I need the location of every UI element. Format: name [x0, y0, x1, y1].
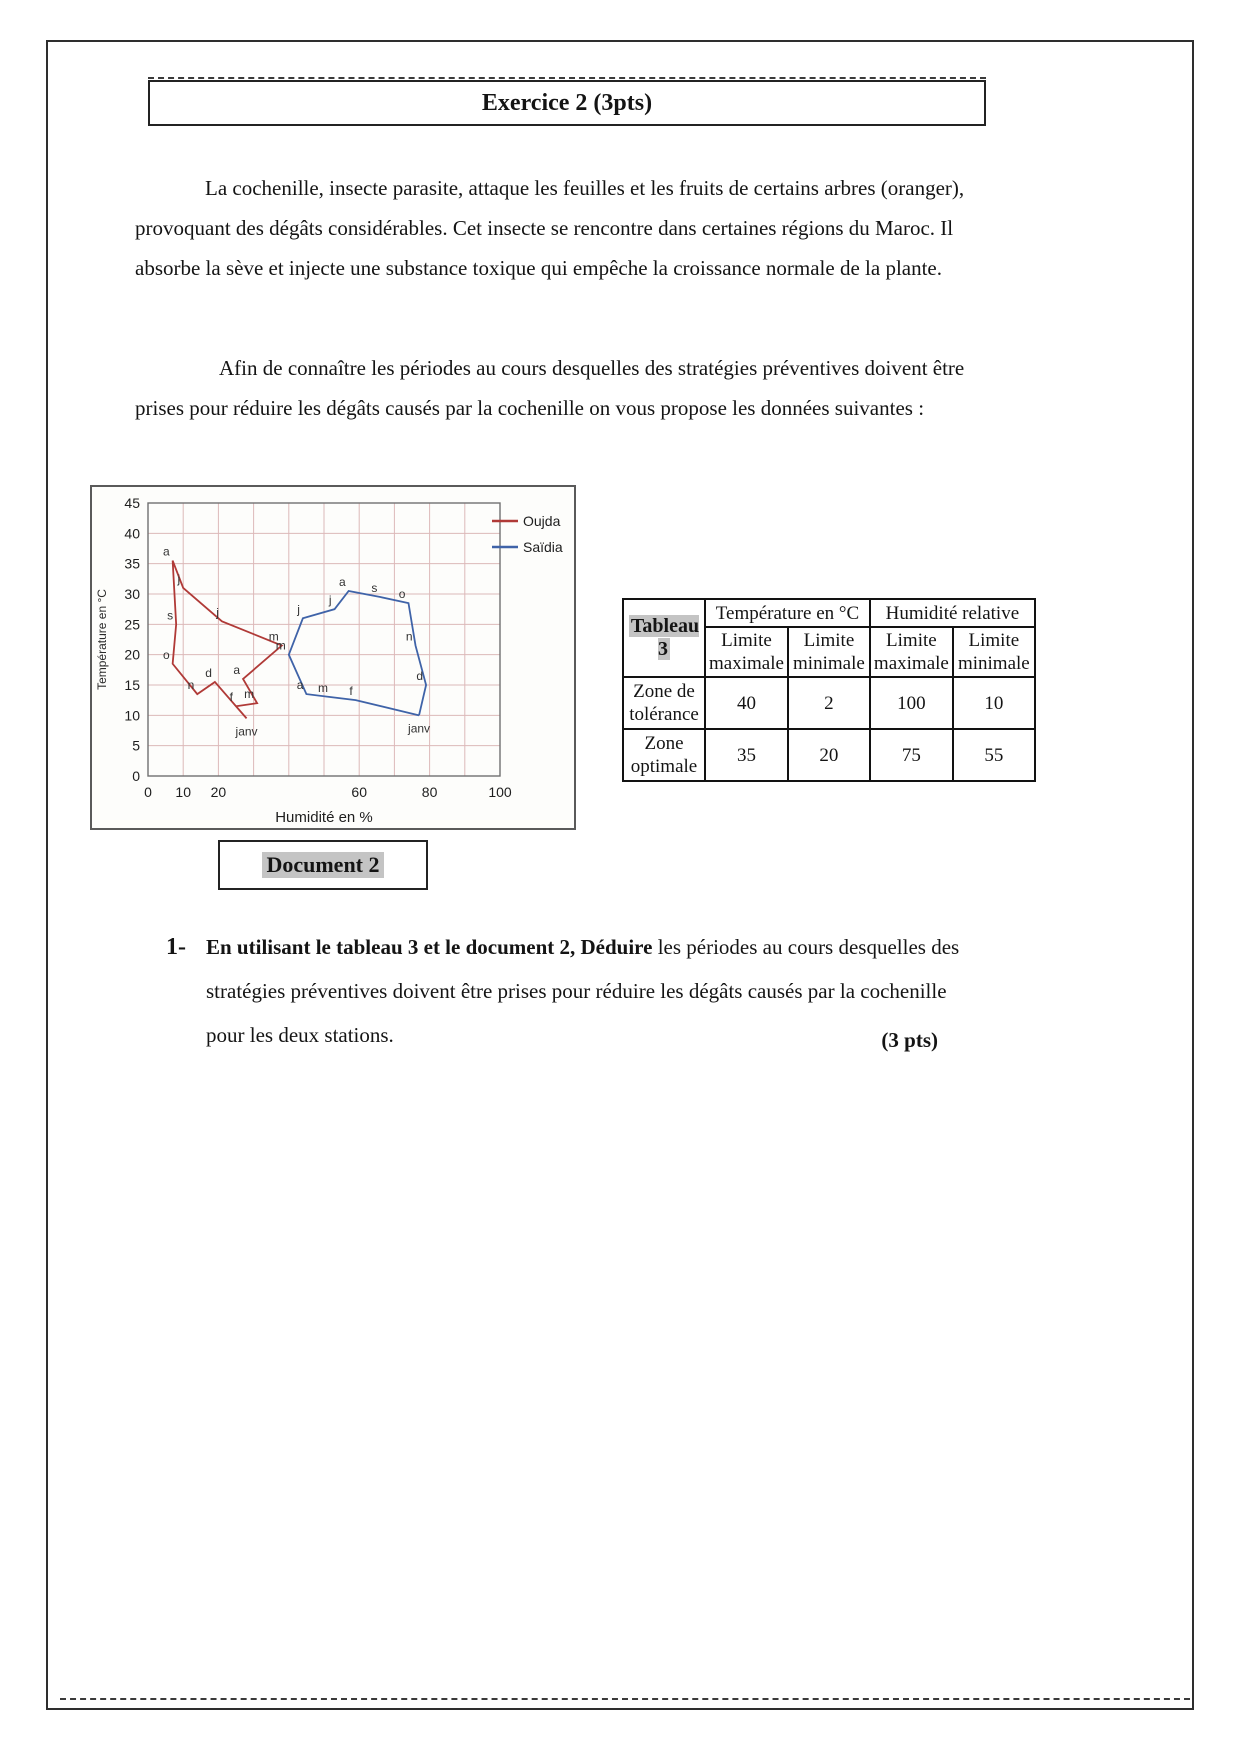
svg-text:f: f	[349, 684, 353, 699]
svg-text:o: o	[398, 587, 406, 602]
question-points: (3 pts)	[881, 1028, 938, 1052]
svg-text:Humidité en %: Humidité en %	[275, 809, 373, 826]
svg-text:10: 10	[124, 707, 140, 724]
tableau-3	[622, 598, 1036, 782]
svg-text:25: 25	[124, 616, 140, 633]
table-corner-label: Tableau 3	[630, 615, 700, 660]
svg-text:Saïdia: Saïdia	[523, 539, 563, 555]
group-header-temperature: Température en °C	[705, 599, 870, 627]
table-group-header-row	[623, 599, 1035, 627]
svg-text:n: n	[187, 678, 195, 693]
top-dashed-line	[148, 77, 986, 79]
group-header-humidity: Humidité relative	[870, 599, 1035, 627]
svg-text:j: j	[328, 593, 332, 608]
climograph-svg	[92, 487, 578, 832]
svg-text:0: 0	[144, 784, 152, 800]
table-row-optimal	[623, 729, 1035, 781]
svg-text:45: 45	[124, 495, 140, 511]
svg-text:m: m	[318, 681, 329, 696]
svg-text:100: 100	[488, 784, 512, 800]
question-number: 1-	[166, 934, 186, 960]
question-text	[206, 925, 972, 1057]
svg-text:20: 20	[124, 646, 140, 663]
svg-text:40: 40	[124, 525, 140, 542]
svg-text:m: m	[268, 629, 279, 644]
sub-header-temp-min: Limite minimale	[788, 627, 870, 677]
document-2-box	[218, 840, 428, 890]
svg-text:m: m	[275, 638, 286, 653]
svg-text:a: a	[338, 574, 346, 589]
svg-text:35: 35	[124, 555, 140, 572]
row-label-tolerance: Zone de tolérance	[623, 677, 705, 729]
question-bold-lead: En utilisant le tableau 3 et le document 2, Déduire	[206, 935, 653, 959]
question-1	[166, 925, 972, 1057]
svg-text:0: 0	[132, 768, 140, 784]
table-row-tolerance	[623, 677, 1035, 729]
climograph-figure	[90, 485, 576, 830]
svg-text:a: a	[162, 544, 170, 559]
tolerance-temp-max: 40	[705, 677, 788, 729]
optimal-hum-max: 75	[870, 729, 953, 781]
optimal-temp-max: 35	[705, 729, 788, 781]
svg-text:a: a	[233, 662, 241, 677]
exercise-title: Exercice 2 (3pts)	[481, 89, 653, 116]
exercise-title-box	[148, 80, 986, 126]
svg-text:10: 10	[175, 784, 191, 800]
svg-text:s: s	[371, 581, 378, 596]
svg-text:15: 15	[124, 677, 140, 693]
document-2-label: Document 2	[262, 852, 383, 878]
table-corner-cell	[623, 599, 705, 677]
svg-text:janv: janv	[408, 721, 431, 736]
sub-header-temp-max: Limite maximale	[705, 627, 788, 677]
svg-text:j: j	[297, 602, 300, 617]
sub-header-hum-min: Limite minimale	[953, 627, 1035, 677]
tolerance-temp-min: 2	[788, 677, 870, 729]
optimal-hum-min: 55	[953, 729, 1035, 781]
sub-header-hum-max: Limite maximale	[870, 627, 953, 677]
svg-text:j: j	[216, 605, 219, 620]
svg-text:a: a	[296, 678, 304, 693]
row-label-optimal: Zone optimale	[623, 729, 705, 781]
bottom-dashed-line	[60, 1698, 1190, 1700]
svg-text:80: 80	[421, 784, 438, 800]
svg-text:f: f	[229, 690, 233, 705]
svg-text:s: s	[167, 608, 174, 623]
svg-text:Température en °C: Température en °C	[95, 589, 109, 690]
svg-text:m: m	[244, 687, 255, 702]
svg-text:n: n	[405, 629, 413, 644]
context-paragraph: Afin de connaître les périodes au cours desquelles des stratégies préventives doivent être prises pour réduire les dégâts causés par la cochenille on vous propose les données suivantes :	[135, 356, 965, 420]
question-rest: les périodes au cours desquelles des stratégies préventives doivent être prises pour réduire les dégâts causés par la cochenille pour les deux stations.	[206, 935, 960, 1047]
optimal-temp-min: 20	[788, 729, 870, 781]
svg-text:d: d	[416, 669, 424, 683]
svg-text:20: 20	[210, 784, 227, 800]
tolerance-hum-max: 100	[870, 677, 953, 729]
svg-text:o: o	[162, 647, 170, 662]
svg-text:60: 60	[351, 784, 367, 800]
svg-text:j: j	[177, 571, 181, 586]
svg-text:5: 5	[132, 737, 140, 754]
tolerance-hum-min: 10	[953, 677, 1035, 729]
intro-paragraph: La cochenille, insecte parasite, attaque les feuilles et les fruits de certains arbres (oranger), provoquant des dégâts considérables. Cet insecte se rencontre dans certaines régions du Maroc. Il absorbe la sève et injecte une substance toxique qui empêche la croissance normale de la plante.	[135, 176, 965, 280]
svg-text:30: 30	[124, 586, 140, 602]
svg-text:janv: janv	[235, 724, 258, 739]
svg-text:Oujda: Oujda	[523, 513, 561, 529]
svg-text:d: d	[205, 665, 212, 680]
